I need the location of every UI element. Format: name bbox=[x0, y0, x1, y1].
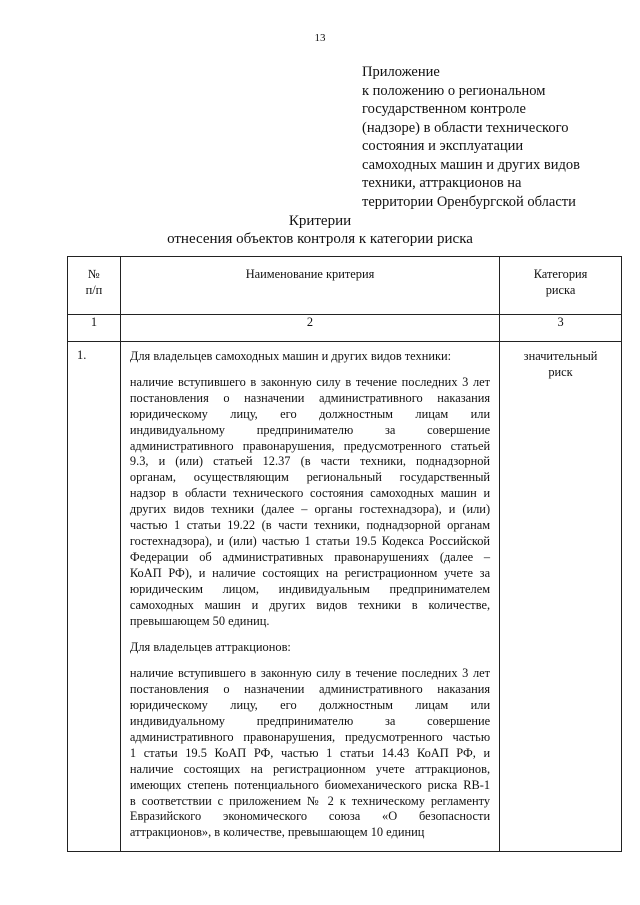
section-text-attractions bbox=[130, 666, 490, 841]
criterion-text-line: административного правонарушения, предусмотренного статьей bbox=[129, 438, 491, 453]
header-category-line: риска bbox=[545, 283, 576, 297]
criterion-text-line: надзор в области технического состояния самоходных машин и bbox=[129, 486, 491, 501]
section-text-machines bbox=[130, 375, 490, 630]
appendix-block bbox=[362, 63, 622, 211]
criterion-text-line: самоходных машин и других видов техники в количестве, bbox=[129, 597, 491, 612]
section-title-machines: Для владельцев самоходных машин и других видов техники: bbox=[129, 349, 452, 363]
criterion-text-line: имеющих степень потенциального биомеханического риска RB-1 bbox=[129, 777, 491, 792]
criterion-text-line: юридическим лицом, индивидуальным предпринимателем bbox=[129, 581, 491, 596]
risk-category bbox=[500, 342, 622, 852]
criterion-cell bbox=[120, 342, 499, 852]
column-index-2: 2 bbox=[120, 315, 499, 342]
criterion-text-line: постановления о назначении административного наказания bbox=[129, 390, 491, 405]
appendix-line: территории Оренбургской области bbox=[362, 193, 576, 210]
column-index-1: 1 bbox=[68, 315, 121, 342]
header-num-line: п/п bbox=[85, 283, 103, 297]
criterion-text-line: индивидуальному предпринимателю за совершение bbox=[129, 714, 491, 729]
section-title-attractions: Для владельцев аттракционов: bbox=[129, 640, 291, 655]
criterion-text-line: постановления о назначении административного наказания bbox=[129, 682, 491, 697]
criterion-text-line: КоАП РФ), и наличие состоящих на регистрационном учете за bbox=[129, 565, 491, 580]
criterion-text-line: органам, осуществляющим региональный государственный bbox=[129, 470, 491, 485]
header-category bbox=[500, 257, 622, 315]
criterion-text-line: гостехнадзора), и (или) частью 1 статьи 19.5 Кодекса Российской bbox=[129, 533, 491, 548]
appendix-line: государственном контроле bbox=[362, 101, 526, 117]
appendix-line: самоходных машин и других видов bbox=[362, 156, 580, 173]
criterion-text-line: юридическому лицу, его должностным лицам или bbox=[129, 698, 491, 713]
criterion-text-line: юридическому лицу, его должностным лицам или bbox=[129, 406, 491, 421]
criterion-text-line: наличие вступившего в законную силу в течение последних 3 лет bbox=[129, 374, 491, 389]
risk-category-line: значительный bbox=[523, 349, 598, 363]
header-num bbox=[68, 257, 121, 315]
column-index-row bbox=[68, 315, 622, 342]
heading-subtitle: отнесения объектов контроля к категории риска bbox=[167, 231, 473, 247]
criterion-text-line: частью 1 статьи 19.22 (в части техники, поднадзорной органам bbox=[129, 518, 491, 533]
criterion-text-line: наличие состоящих на регистрационном учете аттракционов, bbox=[129, 761, 491, 776]
appendix-line: Приложение bbox=[362, 64, 440, 80]
criterion-text-line: превышающем 50 единиц. bbox=[129, 613, 270, 628]
column-index-3: 3 bbox=[500, 315, 622, 342]
page-number: 13 bbox=[314, 32, 326, 44]
criterion-text-line: наличие вступившего в законную силу в течение последних 3 лет bbox=[129, 666, 491, 681]
header-category-line: Категория bbox=[533, 267, 588, 281]
heading-title: Критерии bbox=[288, 213, 352, 229]
row-number: 1. bbox=[68, 342, 121, 852]
criterion-text-line: в соответствии с приложением № 2 к техническому регламенту bbox=[129, 793, 491, 808]
appendix-line: состояния и эксплуатации bbox=[362, 138, 524, 154]
header-num-line: № bbox=[88, 267, 100, 281]
criterion-text-line: Евразийского экономического союза «О безопасности bbox=[129, 809, 491, 824]
criterion-text-line: Федерации об административных правонарушениях (далее – bbox=[129, 549, 491, 564]
appendix-line: к положению о региональном bbox=[362, 82, 546, 99]
header-criterion-name: Наименование критерия bbox=[120, 257, 499, 315]
criteria-table bbox=[67, 256, 622, 852]
criterion-text-line: аттракционов», в количестве, превышающем 10 единиц bbox=[129, 825, 425, 840]
criterion-text-line: административного правонарушения, предусмотренного частью bbox=[129, 729, 491, 744]
criterion-text-line: других видов техники (далее – органы гостехнадзора), и (или) bbox=[129, 502, 491, 517]
criterion-text-line: индивидуальному предпринимателю за совершение bbox=[129, 422, 491, 437]
heading bbox=[0, 212, 640, 248]
appendix-line: техники, аттракционов на bbox=[362, 175, 522, 191]
risk-category-line: риск bbox=[548, 365, 573, 379]
criterion-text-line: 1 статьи 19.5 КоАП РФ, частью 1 статьи 14.43 КоАП РФ, и bbox=[129, 745, 491, 760]
criterion-text-line: 9.3, и (или) статьей 12.37 (в части техники, поднадзорной bbox=[129, 454, 491, 469]
table-header-row bbox=[68, 257, 622, 315]
appendix-line: (надзоре) в области технического bbox=[362, 119, 569, 136]
table-row bbox=[68, 342, 622, 852]
